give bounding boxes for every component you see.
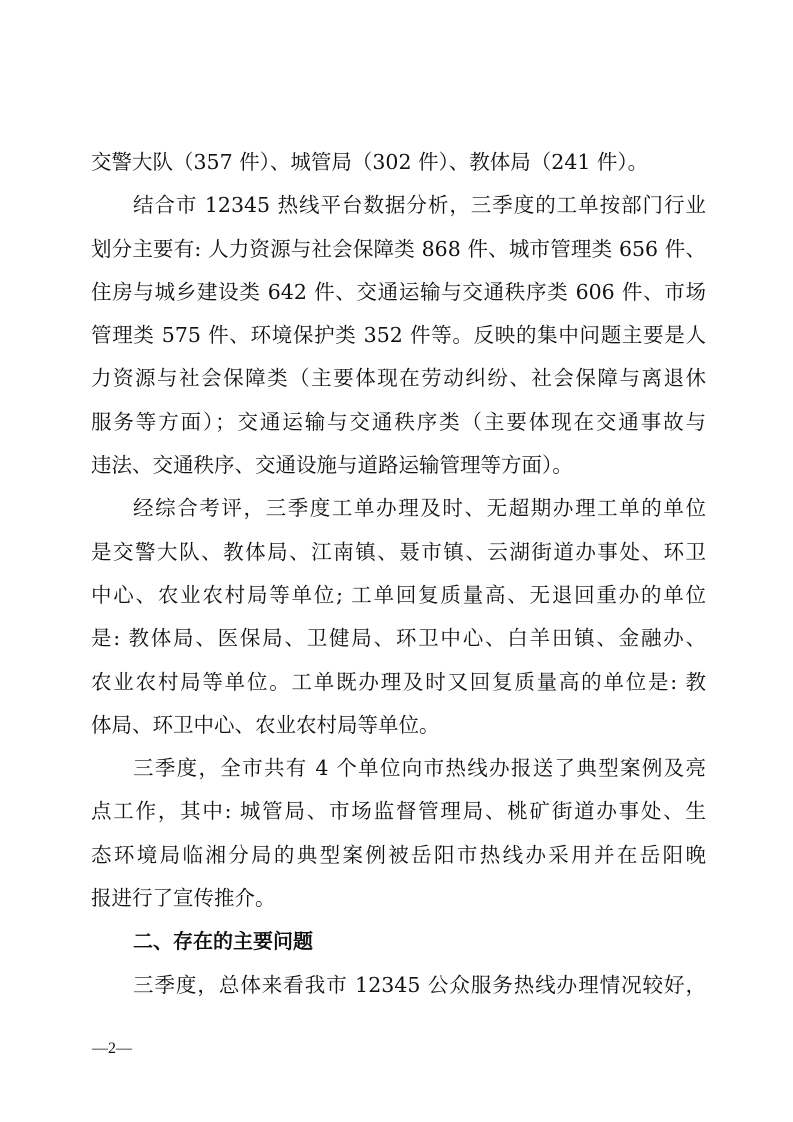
paragraph-line: 点工作，其中: 城管局、市场监督管理局、桃矿街道办事处、生 [91,799,706,824]
page-number: —2— [92,1040,132,1057]
paragraph-line: 交警大队（357 件）、城管局（302 件）、教体局（241 件）。 [91,150,649,174]
paragraph-line: 服务等方面）；交通运输与交通秩序类（主要体现在交通事故与 [91,409,706,434]
paragraph-line: 管理类 575 件、环境保护类 352 件等。反映的集中问题主要是人 [91,323,706,348]
paragraph-line: 农业农村局等单位。工单既办理及时又回复质量高的单位是: 教 [91,669,706,694]
paragraph-line: 三季度，总体来看我市 12345 公众服务热线办理情况较好， [133,972,706,997]
paragraph-line: 划分主要有: 人力资源与社会保障类 868 件、城市管理类 656 件、 [91,236,706,261]
paragraph-line: 经综合考评，三季度工单办理及时、无超期办理工单的单位 [133,496,706,521]
paragraph-line: 是: 教体局、医保局、卫健局、环卫中心、白羊田镇、金融办、 [91,626,706,651]
paragraph-line: 住房与城乡建设类 642 件、交通运输与交通秩序类 606 件、市场 [91,279,706,304]
paragraph-line: 报进行了宣传推介。 [91,886,276,911]
section-heading: 二、存在的主要问题 [133,929,313,954]
paragraph-line: 结合市 12345 热线平台数据分析，三季度的工单按部门行业 [133,193,706,218]
paragraph-line: 是交警大队、教体局、江南镇、聂市镇、云湖街道办事处、环卫 [91,539,706,564]
document-body [91,141,706,1007]
paragraph-line: 态环境局临湘分局的典型案例被岳阳市热线办采用并在岳阳晚 [91,842,706,867]
paragraph-line: 违法、交通秩序、交通设施与道路运输管理等方面）。 [91,453,573,478]
paragraph-line: 体局、环卫中心、农业农村局等单位。 [91,712,440,737]
paragraph-line: 力资源与社会保障类（主要体现在劳动纠纷、社会保障与离退休 [91,366,706,391]
paragraph-line: 三季度，全市共有 4 个单位向市热线办报送了典型案例及亮 [133,756,706,781]
paragraph-line: 中心、农业农村局等单位; 工单回复质量高、无退回重办的单位 [91,582,706,607]
